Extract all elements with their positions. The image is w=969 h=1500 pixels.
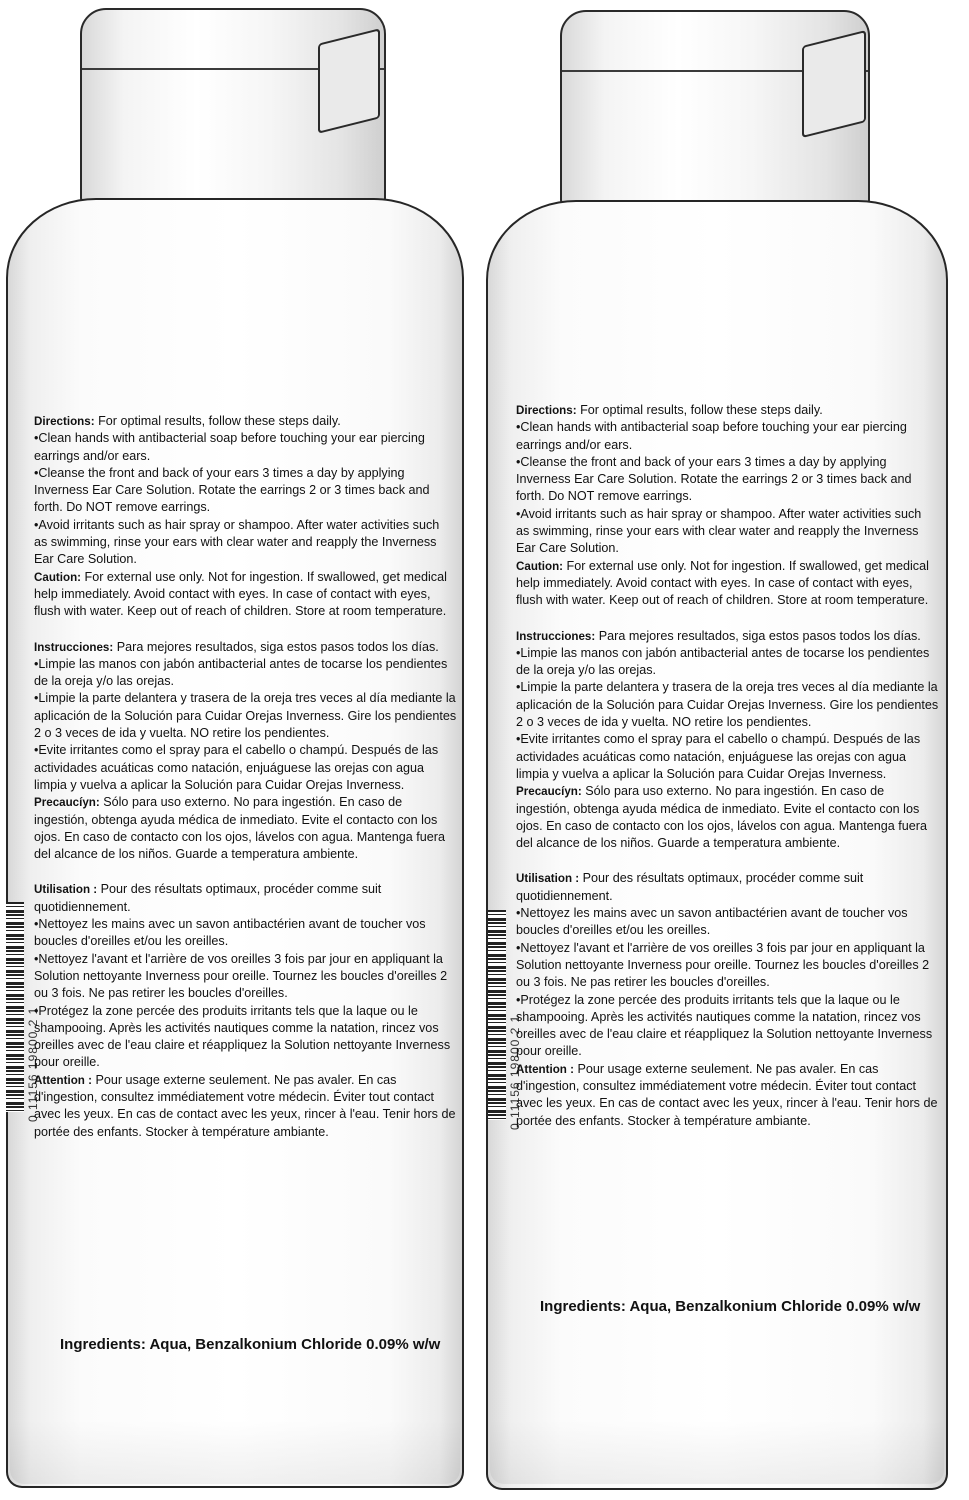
text-line: •Nettoyez l'avant et l'arrière de vos oreilles 3 fois par jour en appliquant la	[34, 951, 443, 966]
text-line: oreilles avec de l'eau claire et réappliquez la Solution nettoyante Inverness	[516, 1027, 933, 1042]
text-line: Inverness Ear Care Solution. Rotate the earrings 2 or 3 times back and	[516, 472, 912, 487]
text-line: •Nettoyez les mains avec un savon antibactérien avant de toucher vos	[516, 906, 908, 921]
text-line: Ear Care Solution.	[34, 552, 137, 567]
text-line: ojos. En caso de contacto con los ojos, lávelos con agua. Mantenga fuera	[516, 818, 927, 833]
text-line: d'ingestion, consultez immédiatement votre médecin. Éviter tout contact	[516, 1078, 917, 1093]
ingredients-right: Ingredients: Aqua, Benzalkonium Chloride 0.09% w/w	[540, 1298, 921, 1315]
precaucion-heading: Precaucíyn:	[516, 785, 582, 799]
text-line: earrings and/or ears.	[34, 448, 151, 463]
text-line: earrings and/or ears.	[516, 437, 633, 452]
text-line: •Cleanse the front and back of your ears 3 times a day by applying	[516, 454, 887, 469]
ingredients-left: Ingredients: Aqua, Benzalkonium Chloride 0.09% w/w	[60, 1336, 441, 1353]
text-line: avec les yeux. En cas de contact avec les yeux, rincer à l'eau. Tenir hors de	[516, 1096, 938, 1111]
text-line: Sólo para uso externo. No para ingestión. En caso de	[103, 795, 403, 810]
text-line: •Limpie las manos con jabón antibacterial antes de tocarse los pendientes	[516, 645, 930, 660]
text-line: ingestión, obtenga ayuda médica de inmediato. Evite el contacto con los	[34, 812, 438, 827]
text-line: actividades acuáticas como natación, enjuáguese las orejas con agua	[34, 760, 424, 775]
label-text-right	[516, 402, 938, 1130]
text-line: Solution nettoyante Inverness pour oreille. Tournez les boucles d'oreilles 2	[516, 957, 930, 972]
text-line: shampooing. Après les activités nautiques comme la natation, rincez vos	[516, 1009, 921, 1024]
text-line: ingestión, obtenga ayuda médica de inmediato. Evite el contacto con los	[516, 801, 920, 816]
text-line: Pour usage externe seulement. Ne pas avaler. En cas	[95, 1072, 397, 1087]
cap-lip-left	[318, 28, 380, 133]
barcode-digits-right: 0 11156 19800 2 1	[508, 1014, 522, 1130]
text-line: •Avoid irritants such as hair spray or shampoo. After water activities such	[516, 506, 922, 521]
text-line: •Protégez la zone percée des produits irritants tels que la laque ou le	[34, 1003, 418, 1018]
text-line: Ear Care Solution.	[516, 541, 619, 556]
text-line: ou 3 fois. Ne pas retirer les boucles d'oreilles.	[516, 975, 770, 990]
text-line: Sólo para uso externo. No para ingestión. En caso de	[585, 784, 885, 799]
text-line: •Nettoyez l'avant et l'arrière de vos oreilles 3 fois par jour en appliquant la	[516, 940, 925, 955]
text-line: •Clean hands with antibacterial soap before touching your ear piercing	[516, 420, 907, 435]
text-line: help immediately. Avoid contact with eyes. In case of contact with eyes,	[34, 586, 431, 601]
directions-intro: For optimal results, follow these steps daily.	[580, 403, 823, 417]
text-line: del alcance de los niños. Guarde a temperatura ambiente.	[34, 847, 359, 862]
text-line: flush with water. Keep out of reach of children. Store at room temperature.	[34, 604, 447, 619]
bottle-right	[484, 0, 969, 1500]
utilisation-heading: Utilisation :	[516, 872, 580, 886]
directions-heading: Directions:	[516, 404, 577, 417]
text-line: •Nettoyez les mains avec un savon antibactérien avant de toucher vos	[34, 917, 426, 932]
text-line: as swimming, rinse your ears with clear water and reapply the Inverness	[516, 524, 919, 539]
text-line: forth. Do NOT remove earrings.	[34, 500, 211, 515]
text-line: For external use only. Not for ingestion. If swallowed, get medical	[84, 569, 447, 584]
text-line: oreilles avec de l'eau claire et réappliquez la Solution nettoyante Inverness	[34, 1038, 451, 1053]
text-line: •Cleanse the front and back of your ears 3 times a day by applying	[34, 465, 405, 480]
text-line: Para mejores resultados, siga estos pasos todos los días.	[598, 628, 921, 643]
bottle-left	[0, 0, 484, 1500]
text-line: Pour des résultats optimaux, procéder comme suit	[582, 871, 864, 886]
text-line: boucles d'oreilles et/ou les oreilles.	[516, 923, 711, 938]
precaucion-heading: Precaucíyn:	[34, 796, 100, 810]
text-line: ojos. En caso de contacto con los ojos, lávelos con agua. Mantenga fuera	[34, 829, 445, 844]
text-line: as swimming, rinse your ears with clear water and reapply the Inverness	[34, 535, 437, 550]
text-line: flush with water. Keep out of reach of children. Store at room temperature.	[516, 593, 929, 608]
text-line: quotidiennement.	[34, 899, 131, 914]
text-line: help immediately. Avoid contact with eyes. In case of contact with eyes,	[516, 575, 913, 590]
label-text-left	[34, 413, 456, 1141]
text-line: de la oreja y/o las orejas.	[516, 663, 657, 678]
text-line: de la oreja y/o las orejas.	[34, 674, 175, 689]
text-line: For external use only. Not for ingestion. If swallowed, get medical	[566, 558, 929, 573]
text-line: Inverness Ear Care Solution. Rotate the earrings 2 or 3 times back and	[34, 483, 430, 498]
text-line: d'ingestion, consultez immédiatement votre médecin. Éviter tout contact	[34, 1089, 435, 1104]
text-line: •Limpie la parte delantera y trasera de la oreja tres veces al día mediante la	[34, 691, 456, 706]
text-line: •Evite irritantes como el spray para el cabello o champú. Después de las	[516, 732, 921, 747]
text-line: 2 o 3 veces de ida y vuelta. NO retire los pendientes.	[34, 726, 330, 741]
text-line: 2 o 3 veces de ida y vuelta. NO retire los pendientes.	[516, 715, 812, 730]
directions-heading: Directions:	[34, 415, 95, 428]
text-line: limpia y vuelva a aplicar la Solución para Cuidar Orejas Inverness.	[34, 777, 405, 792]
text-line: •Limpie las manos con jabón antibacterial antes de tocarse los pendientes	[34, 656, 448, 671]
text-line: pour oreille.	[516, 1044, 582, 1059]
text-line: portée des enfants. Stocker à température ambiante.	[516, 1113, 811, 1128]
text-line: Pour des résultats optimaux, procéder comme suit	[100, 882, 382, 897]
text-line: del alcance de los niños. Guarde a temperatura ambiente.	[516, 836, 841, 851]
text-line: Pour usage externe seulement. Ne pas avaler. En cas	[577, 1061, 879, 1076]
caution-heading: Caution:	[34, 570, 82, 584]
instrucciones-heading: Instrucciones:	[516, 629, 596, 643]
text-line: pour oreille.	[34, 1055, 100, 1070]
text-line: aplicación de la Solución para Cuidar Orejas Inverness. Gire los pendientes	[34, 708, 457, 723]
cap-lip-right	[802, 30, 866, 138]
text-line: actividades acuáticas como natación, enjuáguese las orejas con agua	[516, 749, 906, 764]
text-line: Para mejores resultados, siga estos pasos todos los días.	[116, 639, 439, 654]
text-line: •Clean hands with antibacterial soap before touching your ear piercing	[34, 431, 425, 446]
attention-heading: Attention :	[516, 1062, 574, 1076]
text-line: •Protégez la zone percée des produits irritants tels que la laque ou le	[516, 992, 900, 1007]
utilisation-heading: Utilisation :	[34, 883, 98, 897]
text-line: Solution nettoyante Inverness pour oreille. Tournez les boucles d'oreilles 2	[34, 968, 448, 983]
barcode-digits-left: 0 11156 19800 2 1	[26, 1006, 40, 1122]
text-line: limpia y vuelva a aplicar la Solución para Cuidar Orejas Inverness.	[516, 766, 887, 781]
text-line: portée des enfants. Stocker à température ambiante.	[34, 1124, 329, 1139]
instrucciones-heading: Instrucciones:	[34, 640, 114, 654]
barcode-left	[6, 902, 40, 1122]
barcode-right	[488, 910, 522, 1130]
text-line: forth. Do NOT remove earrings.	[516, 489, 693, 504]
text-line: aplicación de la Solución para Cuidar Orejas Inverness. Gire los pendientes	[516, 697, 939, 712]
text-line: •Limpie la parte delantera y trasera de la oreja tres veces al día mediante la	[516, 680, 938, 695]
text-line: avec les yeux. En cas de contact avec les yeux, rincer à l'eau. Tenir hors de	[34, 1107, 456, 1122]
attention-heading: Attention :	[34, 1073, 92, 1087]
text-line: quotidiennement.	[516, 888, 613, 903]
text-line: •Avoid irritants such as hair spray or shampoo. After water activities such	[34, 517, 440, 532]
caution-heading: Caution:	[516, 559, 564, 573]
directions-intro: For optimal results, follow these steps daily.	[98, 414, 341, 428]
text-line: boucles d'oreilles et/ou les oreilles.	[34, 934, 229, 949]
text-line: shampooing. Après les activités nautiques comme la natation, rincez vos	[34, 1020, 439, 1035]
text-line: ou 3 fois. Ne pas retirer les boucles d'oreilles.	[34, 986, 288, 1001]
text-line: •Evite irritantes como el spray para el cabello o champú. Después de las	[34, 743, 439, 758]
